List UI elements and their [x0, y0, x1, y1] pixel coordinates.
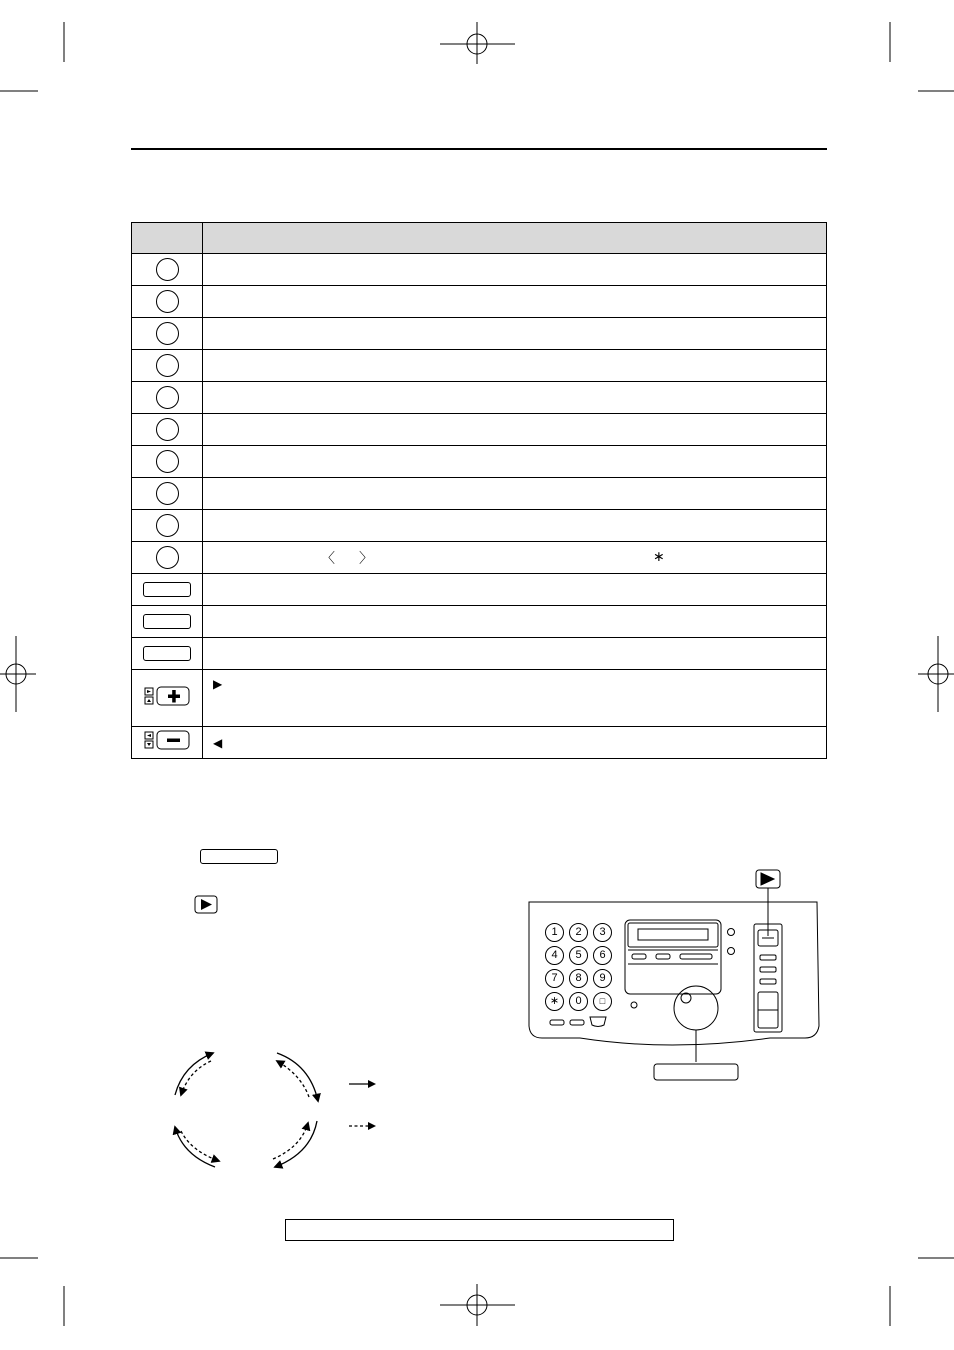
table-row: [132, 318, 827, 350]
table-header-row: [132, 223, 827, 254]
row-description: [203, 446, 827, 478]
cycle-diagram: [165, 1045, 335, 1175]
row-description: [203, 638, 827, 670]
row-description: [203, 350, 827, 382]
round-key-icon: [156, 418, 179, 441]
round-key-icon: [156, 258, 179, 281]
keypad-key: 2: [569, 923, 588, 942]
keypad-key: 1: [545, 923, 564, 942]
keypad-key: 5: [569, 946, 588, 965]
table-row: [132, 638, 827, 670]
function-key-icon: [143, 646, 191, 661]
round-key-icon: [156, 386, 179, 409]
table-row: [132, 254, 827, 286]
row-description: [203, 606, 827, 638]
row-description: ▶: [203, 670, 827, 727]
dashed-arrow-legend-icon: [348, 1120, 378, 1132]
solid-arrow-legend-icon: [348, 1078, 378, 1090]
row-description: ◀: [203, 727, 827, 759]
table-row: [132, 478, 827, 510]
round-key-icon: [156, 482, 179, 505]
row-description: [203, 414, 827, 446]
table-row: [132, 510, 827, 542]
function-key-icon: [143, 614, 191, 629]
row-description: [203, 318, 827, 350]
keypad-key: 8: [569, 969, 588, 988]
keypad-key: 6: [593, 946, 612, 965]
table-row: [132, 606, 827, 638]
table-row: [132, 542, 827, 574]
heading-rule: [131, 148, 827, 150]
round-key-icon: [156, 546, 179, 569]
round-key-icon: [156, 354, 179, 377]
step1-key-box: [200, 849, 278, 864]
plus-key-icon: [144, 686, 190, 706]
row-description: [203, 286, 827, 318]
keypad-key: 0: [569, 992, 588, 1011]
angle-bracket-right: 〉: [359, 550, 373, 566]
row-description: [203, 542, 827, 574]
table-row: [132, 382, 827, 414]
row-description: [203, 510, 827, 542]
table-row: [132, 350, 827, 382]
keypad-key: 7: [545, 969, 564, 988]
row-description: [203, 574, 827, 606]
header-key-cell: [132, 223, 203, 254]
keypad-key: □: [593, 992, 612, 1011]
play-key-icon: [194, 895, 218, 914]
table-row: [132, 446, 827, 478]
header-description-cell: [203, 223, 827, 254]
round-key-icon: [156, 322, 179, 345]
keypad-key: 4: [545, 946, 564, 965]
table-row: [132, 670, 827, 727]
footer-box: [285, 1219, 674, 1241]
table-row: [132, 414, 827, 446]
angle-bracket-left: 〈: [321, 550, 335, 566]
row-description: [203, 478, 827, 510]
minus-key-icon: [144, 730, 190, 750]
keypad-key: ∗: [545, 992, 564, 1011]
asterisk-symbol: ∗: [653, 548, 665, 564]
round-key-icon: [156, 450, 179, 473]
keypad-key: 9: [593, 969, 612, 988]
row-description: [203, 382, 827, 414]
row-description: [203, 254, 827, 286]
key-description-table: [131, 222, 827, 759]
fax-keypad: [545, 923, 615, 1009]
round-key-icon: [156, 514, 179, 537]
table-row: [132, 286, 827, 318]
table-row: [132, 574, 827, 606]
round-key-icon: [156, 290, 179, 313]
table-row: [132, 727, 827, 759]
function-key-icon: [143, 582, 191, 597]
keypad-key: 3: [593, 923, 612, 942]
